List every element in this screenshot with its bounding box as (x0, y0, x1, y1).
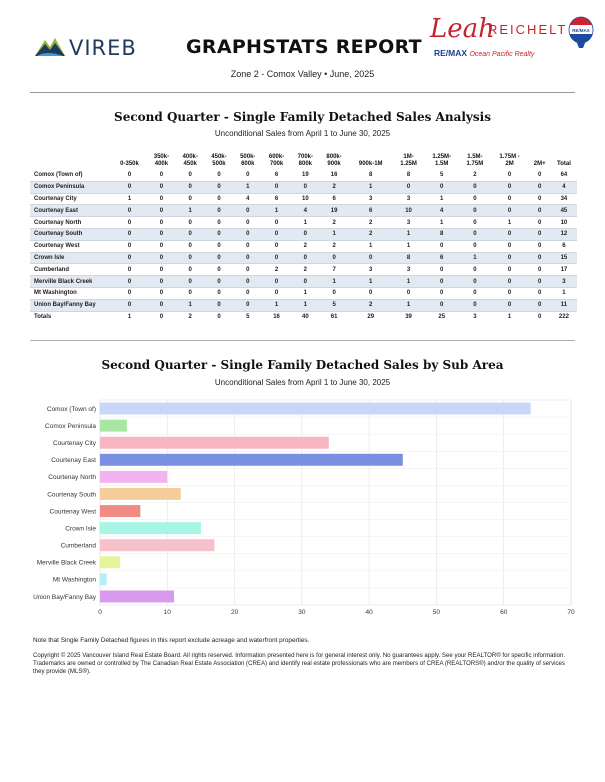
table-cell: 0 (205, 264, 234, 276)
x-tick-label: 60 (500, 609, 508, 616)
category-label: Courtenay South (47, 491, 96, 499)
category-label: Courtenay West (49, 508, 96, 516)
table-cell: 1 (262, 205, 291, 217)
table-cell: 0 (393, 181, 424, 193)
total-cell: 40 (291, 311, 320, 322)
brokerage-name (434, 48, 534, 58)
table-cell: 0 (112, 228, 147, 240)
area-column-header (30, 150, 112, 170)
area-name-cell: Courtenay City (30, 193, 112, 205)
table-cell: 8 (393, 170, 424, 181)
table-cell: 0 (262, 240, 291, 252)
total-cell: 0 (147, 311, 176, 322)
header-divider (30, 92, 575, 93)
table-cell: 0 (233, 287, 262, 299)
table-cell: 0 (491, 170, 529, 181)
table-cell: 0 (529, 252, 551, 264)
section-divider (30, 340, 575, 341)
sales-by-sub-area-chart (0, 395, 605, 625)
bar (100, 403, 531, 415)
table-cell: 1 (393, 240, 424, 252)
table-cell: 0 (112, 264, 147, 276)
bar (100, 471, 167, 483)
table-cell: 10 (393, 205, 424, 217)
table-cell: 0 (233, 264, 262, 276)
table-cell: 6 (320, 193, 349, 205)
table-cell: 0 (176, 287, 205, 299)
total-cell: 1 (491, 311, 529, 322)
column-header: 0-350k (120, 161, 139, 167)
balloon-label: RE/MAX (572, 28, 590, 33)
table-cell: 0 (459, 240, 490, 252)
table-cell: 0 (233, 276, 262, 288)
table-cell: 2 (291, 264, 320, 276)
table-cell: 1 (176, 205, 205, 217)
table-cell: 19 (291, 170, 320, 181)
table-cell: 0 (112, 287, 147, 299)
agent-first-name: Leah (430, 14, 495, 44)
table-cell: 5 (424, 170, 459, 181)
table-cell: 15 (551, 252, 577, 264)
table-section-subtitle: Unconditional Sales from April 1 to June 30, 2025 (214, 129, 391, 138)
agent-last-name: REICHELT (488, 22, 568, 37)
table-cell: 0 (529, 299, 551, 311)
area-name-cell: Mt Washington (30, 287, 112, 299)
table-cell: 0 (233, 170, 262, 181)
table-cell: 0 (424, 276, 459, 288)
table-cell: 0 (262, 217, 291, 229)
area-name-cell: Merville Black Creek (30, 276, 112, 288)
table-cell: 1 (393, 276, 424, 288)
bar (100, 505, 140, 517)
table-cell: 4 (233, 193, 262, 205)
bar (100, 522, 201, 534)
column-header: 700k- 800k (297, 154, 313, 167)
table-cell: 1 (320, 276, 349, 288)
column-header: 450k- 500k (211, 154, 227, 167)
table-cell: 1 (291, 299, 320, 311)
totals-label: Totals (30, 311, 112, 322)
table-cell: 8 (424, 228, 459, 240)
table-cell: 3 (349, 264, 393, 276)
table-cell: 64 (551, 170, 577, 181)
area-name-cell: Courtenay South (30, 228, 112, 240)
table-cell: 0 (205, 287, 234, 299)
column-header: Total (556, 161, 571, 167)
table-cell: 2 (459, 170, 490, 181)
table-cell: 6 (424, 252, 459, 264)
table-cell: 0 (529, 240, 551, 252)
total-cell: 2 (176, 311, 205, 322)
table-cell: 0 (459, 264, 490, 276)
table-cell: 17 (551, 264, 577, 276)
table-cell: 6 (349, 205, 393, 217)
total-cell: 222 (551, 311, 577, 322)
table-cell: 0 (491, 205, 529, 217)
table-cell: 0 (491, 193, 529, 205)
bar (100, 590, 174, 602)
total-cell: 0 (529, 311, 551, 322)
table-cell: 0 (176, 252, 205, 264)
table-cell: 0 (147, 193, 176, 205)
bar (100, 556, 120, 568)
table-cell: 7 (320, 264, 349, 276)
table-cell: 0 (205, 276, 234, 288)
table-cell: 0 (459, 228, 490, 240)
table-cell: 0 (112, 240, 147, 252)
table-cell: 3 (393, 264, 424, 276)
table-cell: 1 (349, 276, 393, 288)
table-cell: 0 (176, 276, 205, 288)
x-tick-label: 10 (163, 609, 171, 616)
table-row (30, 228, 577, 240)
area-name-cell: Comox Peninsula (30, 181, 112, 193)
table-cell: 0 (424, 264, 459, 276)
table-cell: 0 (262, 181, 291, 193)
bar (100, 488, 181, 500)
category-label: Merville Black Creek (36, 559, 96, 567)
table-cell: 3 (393, 193, 424, 205)
table-cell: 0 (529, 193, 551, 205)
table-cell: 0 (262, 252, 291, 264)
table-cell: 4 (291, 205, 320, 217)
table-cell: 0 (176, 193, 205, 205)
table-cell: 0 (147, 181, 176, 193)
table-cell: 0 (320, 252, 349, 264)
table-section-title: Second Quarter - Single Family Detached Sales Analysis (114, 110, 491, 124)
table-cell: 0 (205, 193, 234, 205)
column-header: 800k- 900k (326, 154, 342, 167)
table-cell: 6 (551, 240, 577, 252)
total-cell: 3 (459, 311, 490, 322)
table-cell: 0 (147, 205, 176, 217)
column-header: 1.75M - 2M (499, 154, 520, 167)
table-cell: 0 (147, 299, 176, 311)
table-cell: 0 (424, 299, 459, 311)
x-tick-label: 0 (98, 609, 102, 616)
table-cell: 2 (320, 217, 349, 229)
table-cell: 0 (491, 299, 529, 311)
table-cell: 0 (262, 228, 291, 240)
column-header: 400k- 450k (182, 154, 198, 167)
table-cell: 0 (147, 264, 176, 276)
table-cell: 16 (320, 170, 349, 181)
table-cell: 0 (459, 287, 490, 299)
bar (100, 573, 107, 585)
table-cell: 1 (459, 252, 490, 264)
x-tick-label: 70 (567, 609, 575, 616)
table-cell: 1 (176, 299, 205, 311)
chart-section-title: Second Quarter - Single Family Detached Sales by Sub Area (101, 358, 504, 372)
table-cell: 0 (233, 299, 262, 311)
table-cell: 0 (147, 228, 176, 240)
table-row (30, 181, 577, 193)
table-cell: 0 (393, 287, 424, 299)
table-cell: 10 (551, 217, 577, 229)
category-label: Comox (Town of) (46, 405, 96, 413)
table-cell: 0 (424, 181, 459, 193)
table-cell: 1 (112, 193, 147, 205)
area-name-cell: Courtenay North (30, 217, 112, 229)
table-cell: 0 (491, 276, 529, 288)
table-cell: 0 (529, 217, 551, 229)
bar (100, 539, 214, 551)
table-cell: 0 (491, 264, 529, 276)
table-cell: 0 (176, 228, 205, 240)
category-label: Crown Isle (65, 525, 96, 533)
table-cell: 0 (147, 287, 176, 299)
table-cell: 0 (205, 299, 234, 311)
table-cell: 0 (205, 181, 234, 193)
table-cell: 0 (205, 228, 234, 240)
area-name-cell: Courtenay West (30, 240, 112, 252)
table-cell: 0 (529, 205, 551, 217)
table-cell: 0 (205, 240, 234, 252)
table-cell: 0 (262, 287, 291, 299)
table-cell: 0 (424, 287, 459, 299)
column-header: 600k- 700k (268, 154, 285, 167)
table-cell: 2 (262, 264, 291, 276)
area-name-cell: Crown Isle (30, 252, 112, 264)
table-cell: 0 (491, 240, 529, 252)
table-cell: 0 (205, 205, 234, 217)
table-cell: 11 (551, 299, 577, 311)
table-cell: 3 (349, 193, 393, 205)
table-cell: 0 (112, 181, 147, 193)
copyright-notice: Copyright © 2025 Vancouver Island Real Estate Board. All rights reserved. Information presented here is for general interest only. No guarantees apply. See your REALTOR® for specific information. Trademarks are owned or controlled by The Canadian Real Estate Association (CREA) and identify real estate professionals who are members of CREA (REALTORS®) and/or the quality of services they provide (MLS®). (33, 652, 566, 676)
table-row (30, 217, 577, 229)
table-cell: 0 (291, 252, 320, 264)
table-cell: 0 (205, 170, 234, 181)
table-cell: 1 (424, 193, 459, 205)
table-cell: 0 (459, 181, 490, 193)
bar (100, 437, 329, 449)
table-cell: 0 (529, 264, 551, 276)
table-cell: 1 (424, 217, 459, 229)
category-label: Mt Washington (52, 576, 96, 584)
table-cell: 8 (393, 252, 424, 264)
table-cell: 0 (262, 276, 291, 288)
chart-section-subtitle: Unconditional Sales from April 1 to June 30, 2025 (214, 378, 391, 387)
column-header: 1.5M- 1.75M (466, 154, 484, 167)
table-cell: 0 (349, 287, 393, 299)
table-row (30, 264, 577, 276)
table-cell: 0 (176, 181, 205, 193)
area-name-cell: Union Bay/Fanny Bay (30, 299, 112, 311)
table-cell: 1 (233, 181, 262, 193)
table-cell: 2 (349, 217, 393, 229)
table-cell: 0 (529, 181, 551, 193)
table-cell: 0 (112, 252, 147, 264)
table-cell: 1 (349, 181, 393, 193)
table-cell: 0 (176, 240, 205, 252)
table-cell: 1 (262, 299, 291, 311)
category-label: Courtenay East (51, 457, 96, 465)
table-cell: 2 (320, 181, 349, 193)
table-cell: 34 (551, 193, 577, 205)
table-cell: 2 (291, 240, 320, 252)
table-cell: 0 (424, 240, 459, 252)
table-row (30, 240, 577, 252)
table-row (30, 252, 577, 264)
vireb-emblem-icon (33, 34, 67, 60)
column-header: 2M+ (533, 161, 546, 167)
table-cell: 0 (233, 240, 262, 252)
table-cell: 0 (529, 287, 551, 299)
table-cell: 0 (176, 264, 205, 276)
category-label: Courtenay North (48, 474, 96, 482)
table-row (30, 205, 577, 217)
table-cell: 0 (112, 170, 147, 181)
table-cell: 0 (147, 240, 176, 252)
table-cell: 0 (233, 205, 262, 217)
bar (100, 420, 127, 432)
table-row (30, 193, 577, 205)
table-cell: 1 (349, 240, 393, 252)
table-cell: 12 (551, 228, 577, 240)
table-cell: 0 (320, 287, 349, 299)
category-label: Comox Peninsula (45, 422, 96, 430)
table-cell: 0 (112, 276, 147, 288)
totals-row (30, 311, 577, 322)
table-cell: 0 (112, 299, 147, 311)
table-cell: 1 (491, 217, 529, 229)
table-cell: 1 (291, 287, 320, 299)
table-cell: 4 (424, 205, 459, 217)
table-cell: 0 (147, 217, 176, 229)
table-cell: 0 (147, 252, 176, 264)
table-cell: 1 (320, 228, 349, 240)
category-label: Cumberland (60, 542, 96, 550)
table-row (30, 170, 577, 181)
report-title: GRAPHSTATS REPORT (186, 36, 422, 58)
category-label: Union Bay/Fanny Bay (33, 593, 96, 601)
table-cell: 0 (233, 228, 262, 240)
table-cell: 0 (529, 228, 551, 240)
table-cell: 0 (459, 276, 490, 288)
report-subtitle: Zone 2 - Comox Valley • June, 2025 (230, 69, 375, 79)
column-header: 1M- 1.25M (400, 154, 417, 167)
total-cell: 61 (320, 311, 349, 322)
total-cell: 16 (262, 311, 291, 322)
area-name-cell: Courtenay East (30, 205, 112, 217)
table-cell: 1 (393, 299, 424, 311)
table-row (30, 276, 577, 288)
brokerage-region: Ocean Pacific Realty (469, 51, 535, 58)
table-cell: 0 (147, 276, 176, 288)
table-cell: 0 (112, 205, 147, 217)
table-cell: 2 (349, 299, 393, 311)
table-cell: 0 (491, 228, 529, 240)
x-tick-label: 20 (230, 609, 239, 616)
table-cell: 3 (393, 217, 424, 229)
table-cell: 0 (291, 228, 320, 240)
area-name-cell: Cumberland (30, 264, 112, 276)
table-row (30, 299, 577, 311)
brokerage-brand: RE/MAX (434, 48, 468, 58)
category-label: Courtenay City (53, 440, 96, 448)
table-cell: 0 (233, 217, 262, 229)
table-cell: 5 (320, 299, 349, 311)
table-cell: 0 (233, 252, 262, 264)
column-header: 500k- 600k (240, 154, 256, 167)
table-cell: 0 (459, 205, 490, 217)
table-cell: 0 (176, 217, 205, 229)
table-cell: 4 (551, 181, 577, 193)
table-cell: 2 (349, 228, 393, 240)
total-cell: 1 (112, 311, 147, 322)
area-name-cell: Comox (Town of) (30, 170, 112, 181)
table-cell: 0 (205, 217, 234, 229)
bar (100, 454, 403, 466)
table-cell: 0 (491, 181, 529, 193)
total-cell: 0 (205, 311, 234, 322)
table-cell: 1 (393, 228, 424, 240)
table-cell: 1 (291, 217, 320, 229)
table-cell: 45 (551, 205, 577, 217)
table-cell: 0 (176, 170, 205, 181)
table-cell: 6 (262, 193, 291, 205)
total-cell: 39 (393, 311, 424, 322)
table-cell: 19 (320, 205, 349, 217)
table-cell: 0 (459, 193, 490, 205)
vireb-logo-text: VIREB (69, 36, 137, 60)
table-cell: 0 (529, 276, 551, 288)
footnote: Note that Single Family Detached figures in this report exclude acreage and waterfront properties. (33, 637, 310, 644)
table-cell: 0 (349, 252, 393, 264)
table-row (30, 287, 577, 299)
column-header: 1.25M- 1.5M (432, 154, 452, 167)
table-header-row (30, 150, 577, 170)
x-tick-label: 50 (432, 609, 441, 616)
table-cell: 0 (491, 252, 529, 264)
column-header: 900k-1M (358, 161, 383, 167)
table-cell: 0 (491, 287, 529, 299)
table-cell: 0 (459, 217, 490, 229)
table-cell: 0 (291, 181, 320, 193)
sales-analysis-table (30, 150, 577, 322)
table-cell: 0 (291, 276, 320, 288)
x-tick-label: 30 (298, 609, 306, 616)
table-cell: 10 (291, 193, 320, 205)
table-cell: 0 (529, 170, 551, 181)
remax-balloon-icon (566, 16, 596, 52)
vireb-logo (33, 34, 153, 64)
total-cell: 25 (424, 311, 459, 322)
table-cell: 0 (205, 252, 234, 264)
table-cell: 0 (147, 170, 176, 181)
total-cell: 5 (233, 311, 262, 322)
column-header: 350k- 400k (153, 154, 170, 167)
x-tick-label: 40 (365, 609, 373, 616)
table-cell: 8 (349, 170, 393, 181)
table-cell: 3 (551, 276, 577, 288)
table-cell: 2 (320, 240, 349, 252)
table-cell: 0 (112, 217, 147, 229)
total-cell: 29 (349, 311, 393, 322)
table-cell: 6 (262, 170, 291, 181)
table-cell: 1 (551, 287, 577, 299)
table-cell: 0 (459, 299, 490, 311)
